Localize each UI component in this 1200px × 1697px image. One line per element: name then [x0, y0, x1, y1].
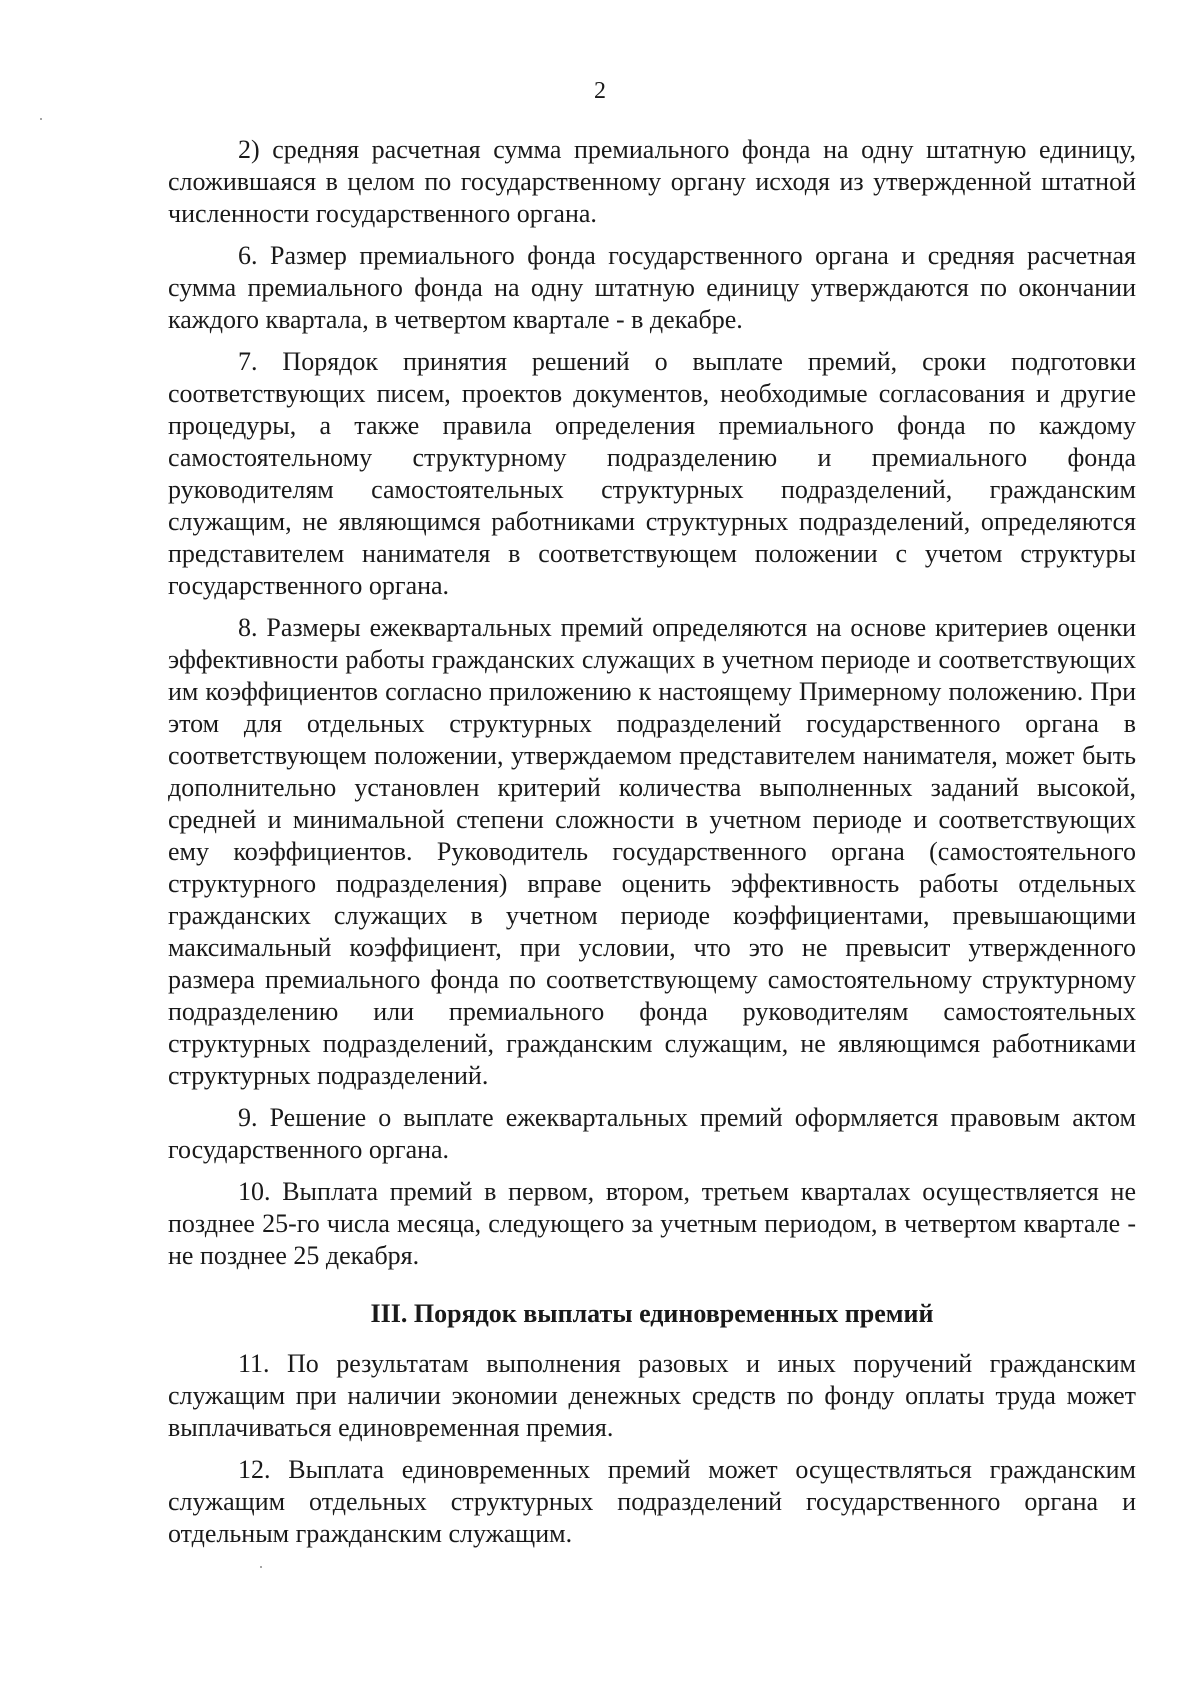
paragraph-5-2: 2) средняя расчетная сумма премиального фонда на одну штатную единицу, сложившаяся в целом по государственному органу исходя из утвержденной штатной численности государственного органа.	[168, 135, 1136, 228]
scan-speck	[260, 1566, 262, 1568]
section-heading: III. Порядок выплаты единовременных премий	[370, 1299, 934, 1328]
paragraph-9: 9. Решение о выплате ежеквартальных премий оформляется правовым актом государственного органа.	[168, 1103, 1136, 1164]
paragraph-12: 12. Выплата единовременных премий может осуществляться гражданским служащим отдельных структурных подразделений государственного органа и отдельным гражданским служащим.	[168, 1455, 1136, 1548]
paragraph-6: 6. Размер премиального фонда государственного органа и средняя расчетная сумма премиального фонда на одну штатную единицу утверждаются по окончании каждого квартала, в четвертом квартале - в декабре.	[168, 241, 1136, 334]
document-body	[168, 134, 1136, 1560]
scan-speck	[40, 118, 42, 120]
paragraph-10: 10. Выплата премий в первом, втором, третьем кварталах осуществляется не позднее 25-го числа месяца, следующего за учетным периодом, в четвертом квартале - не позднее 25 декабря.	[168, 1177, 1136, 1270]
paragraph-8: 8. Размеры ежеквартальных премий определяются на основе критериев оценки эффективности работы гражданских служащих в учетном периоде и соответствующих им коэффициентов согласно приложению к настоящему Примерному положению. При этом для отдельных структурных подразделений государственного органа в соответствующем положении, утверждаемом представителем нанимателя, может быть дополнительно установлен критерий количества выполненных заданий высокой, средней и минимальной степени сложности в учетном периоде и соответствующих ему коэффициентов. Руководитель государственного органа (самостоятельного структурного подразделения) вправе оценить эффективность работы отдельных гражданских служащих в учетном периоде коэффициентами, превышающими максимальный коэффициент, при условии, что это не превысит утвержденного размера премиального фонда по соответствующему самостоятельному структурному подразделению или премиального фонда руководителям самостоятельных структурных подразделений, гражданским служащим, не являющимся работниками структурных подразделений.	[168, 613, 1136, 1090]
paragraph-7: 7. Порядок принятия решений о выплате премий, сроки подготовки соответствующих писем, проектов документов, необходимые согласования и другие процедуры, а также правила определения премиального фонда по каждому самостоятельному структурному подразделению и премиального фонда руководителям самостоятельных структурных подразделений, гражданским служащим, не являющимся работниками структурных подразделений, определяются представителем нанимателя в соответствующем положении с учетом структуры государственного органа.	[168, 347, 1136, 600]
paragraph-11: 11. По результатам выполнения разовых и иных поручений гражданским служащим при наличии экономии денежных средств по фонду оплаты труда может выплачиваться единовременная премия.	[168, 1349, 1136, 1442]
page-number: 2	[594, 78, 606, 104]
